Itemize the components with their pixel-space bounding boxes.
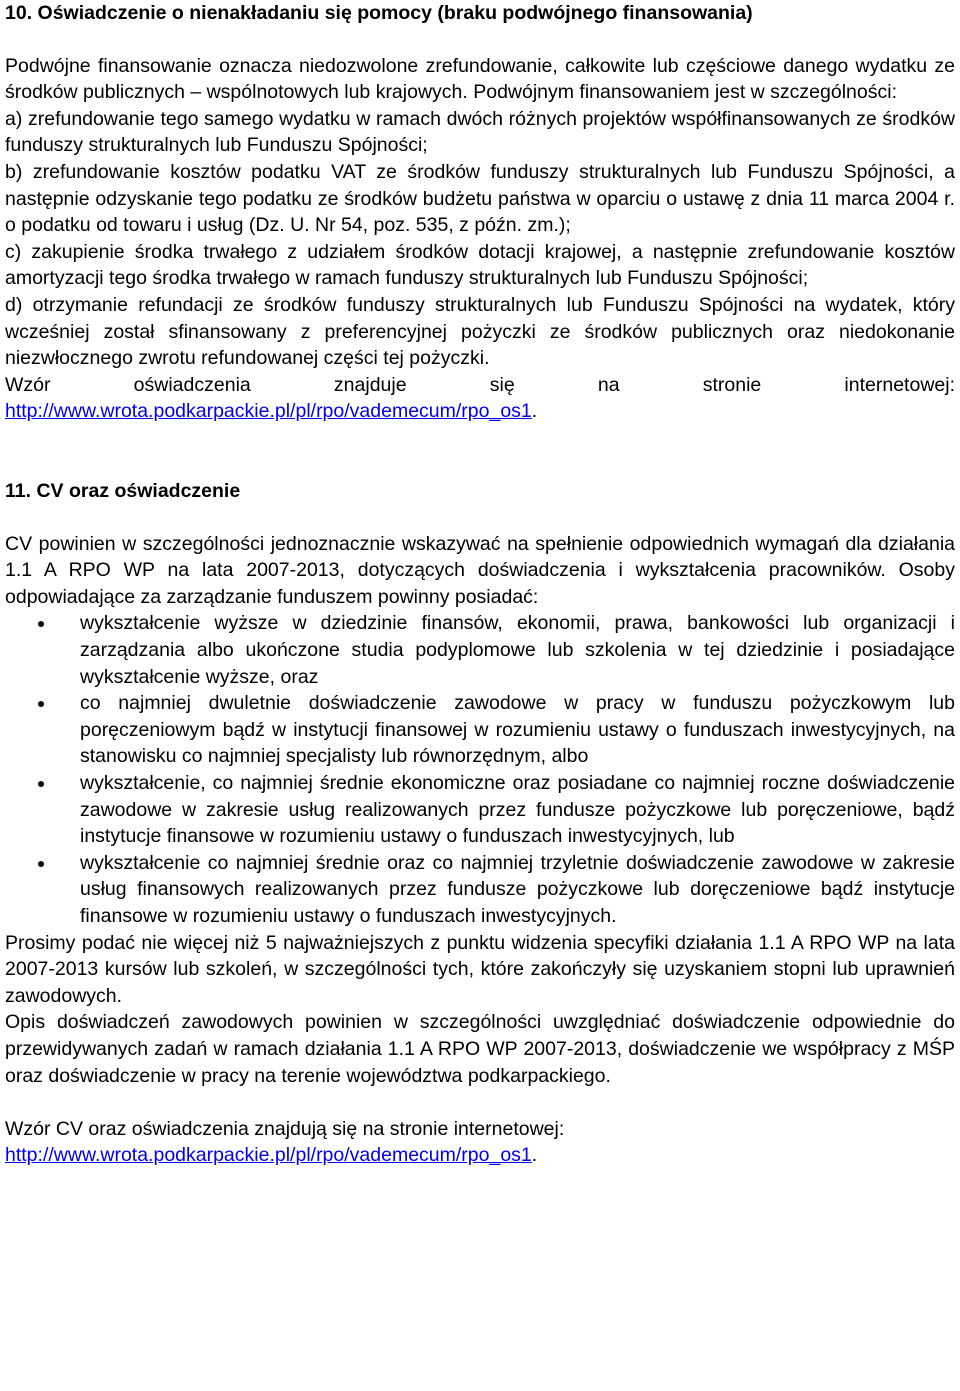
section-11-template-text: Wzór CV oraz oświadczenia znajdują się na stronie internetowej: (5, 1117, 565, 1140)
list-item-text: wykształcenie, co najmniej średnie ekonomiczne oraz posiadane co najmniej roczne doświadczenie zawodowe w zakresie usług realizowanych przez fundusze pożyczkowe lub poręczeniowe, bądź instytucje finansowe w rozumieniu ustawy o funduszach inwestycyjnych, lub (80, 772, 955, 848)
section-11-link-line (5, 1142, 955, 1169)
list-item-text: co najmniej dwuletnie doświadczenie zawodowe w pracy w funduszu pożyczkowym lub poręczeniowym bądź w instytucji finansowej w rozumieniu ustawy o funduszach inwestycyjnych, na stanowisku co najmniej specjalisty lub równorzędnym, albo (80, 692, 955, 768)
link-suffix: . (531, 400, 538, 423)
section-10-intro: Podwójne finansowanie oznacza niedozwolone zrefundowanie, całkowite lub częściowe danego wydatku ze środków publicznych – wspólnotowych lub krajowych. Podwójnym finansowaniem jest w szczególności: (5, 54, 955, 104)
section-11-heading (5, 478, 955, 505)
section-11-template-link[interactable]: http://www.wrota.podkarpackie.pl/pl/rpo/vademecum/rpo_os1 (5, 1144, 532, 1167)
document-page (5, 0, 955, 1169)
list-item (5, 850, 955, 930)
section-10-number: 10. (5, 2, 33, 24)
list-item (5, 770, 955, 850)
bullet-icon (38, 621, 44, 627)
section-10-item-d: d) otrzymanie refundacji ze środków funduszy strukturalnych lub Funduszu Spójności na wydatek, który wcześniej został sfinansowany z preferencyjnej pożyczki ze środków publicznych oraz niedokonanie niezwłocznego zwrotu refundowanej części tej pożyczki. (5, 293, 955, 370)
bullet-icon (38, 701, 44, 707)
section-11-courses-text: Prosimy podać nie więcej niż 5 najważniejszych z punktu widzenia specyfiki działania 1.1 A RPO WP na lata 2007-2013 kursów lub szkoleń, w szczególności tych, które zakończyły się uzyskaniem stopni lub uprawnień zawodowych. (5, 931, 955, 1007)
section-10-item-a: a) zrefundowanie tego samego wydatku w ramach dwóch różnych projektów współfinansowanych ze środków funduszy strukturalnych lub Funduszu Spójności; (5, 107, 955, 157)
list-item-text: wykształcenie wyższe w dziedzinie finansów, ekonomii, prawa, bankowości lub organizacji i zarządzania albo ukończone studia podyplomowe lub szkolenia w tej dziedzinie i posiadające wykształcenie wyższe, oraz (80, 612, 955, 688)
list-item (5, 610, 955, 690)
section-11-intro: CV powinien w szczególności jednoznacznie wskazywać na spełnienie odpowiednich wymagań dla działania 1.1 A RPO WP na lata 2007-2013, dotyczących doświadczenia i wykształcenia pracowników. Osoby odpowiadające za zarządzanie funduszem powinny posiadać: (5, 532, 955, 608)
spacer (5, 27, 955, 53)
section-10-title: Oświadczenie o nienakładaniu się pomocy (braku podwójnego finansowania) (37, 2, 753, 24)
section-10-item-b: b) zrefundowanie kosztów podatku VAT ze środków funduszy strukturalnych lub Funduszu Spójności, a następnie odzyskanie tego podatku ze środków budżetu państwa w oparciu o ustawę z dnia 11 marca 2004 r. o podatku od towaru i usług (Dz. U. Nr 54, poz. 535, z późn. zm.); (5, 160, 955, 237)
bullet-icon (38, 781, 44, 787)
link-suffix: . (531, 1144, 538, 1167)
section-11-experience-text: Opis doświadczeń zawodowych powinien w szczególności uwzględniać doświadczenie odpowiednie do przewidywanych zadań w ramach działania 1.1 A RPO WP 2007-2013, doświadczenie we współpracy z MŚP oraz doświadczenie w pracy na terenie województwa podkarpackiego. (5, 1011, 955, 1087)
section-11-number: 11. (5, 480, 32, 503)
section-10-link-line (5, 398, 955, 425)
list-item (5, 690, 955, 770)
list-item-text: wykształcenie co najmniej średnie oraz co najmniej trzyletnie doświadczenie zawodowe w zakresie usług finansowych realizowanych przez fundusze pożyczkowe lub doręczeniowe bądź instytucje finansowe w rozumieniu ustawy o funduszach inwestycyjnych. (80, 851, 955, 927)
bullet-icon (38, 861, 44, 867)
spacer (5, 505, 955, 531)
section-10-template-link[interactable]: http://www.wrota.podkarpackie.pl/pl/rpo/vademecum/rpo_os1 (5, 400, 532, 423)
spacer (5, 1089, 955, 1116)
spacer (5, 425, 955, 478)
section-11-title: CV oraz oświadczenie (36, 480, 241, 503)
section-10-template-text: Wzór oświadczenia znajduje się na stronie internetowej: (5, 373, 955, 396)
qualification-list (5, 610, 955, 929)
section-10-heading (5, 0, 955, 27)
section-10-item-c: c) zakupienie środka trwałego z udziałem środków dotacji krajowej, a następnie zrefundowanie kosztów amortyzacji tego środka trwałego w ramach funduszy strukturalnych lub Funduszu Spójności; (5, 240, 955, 290)
